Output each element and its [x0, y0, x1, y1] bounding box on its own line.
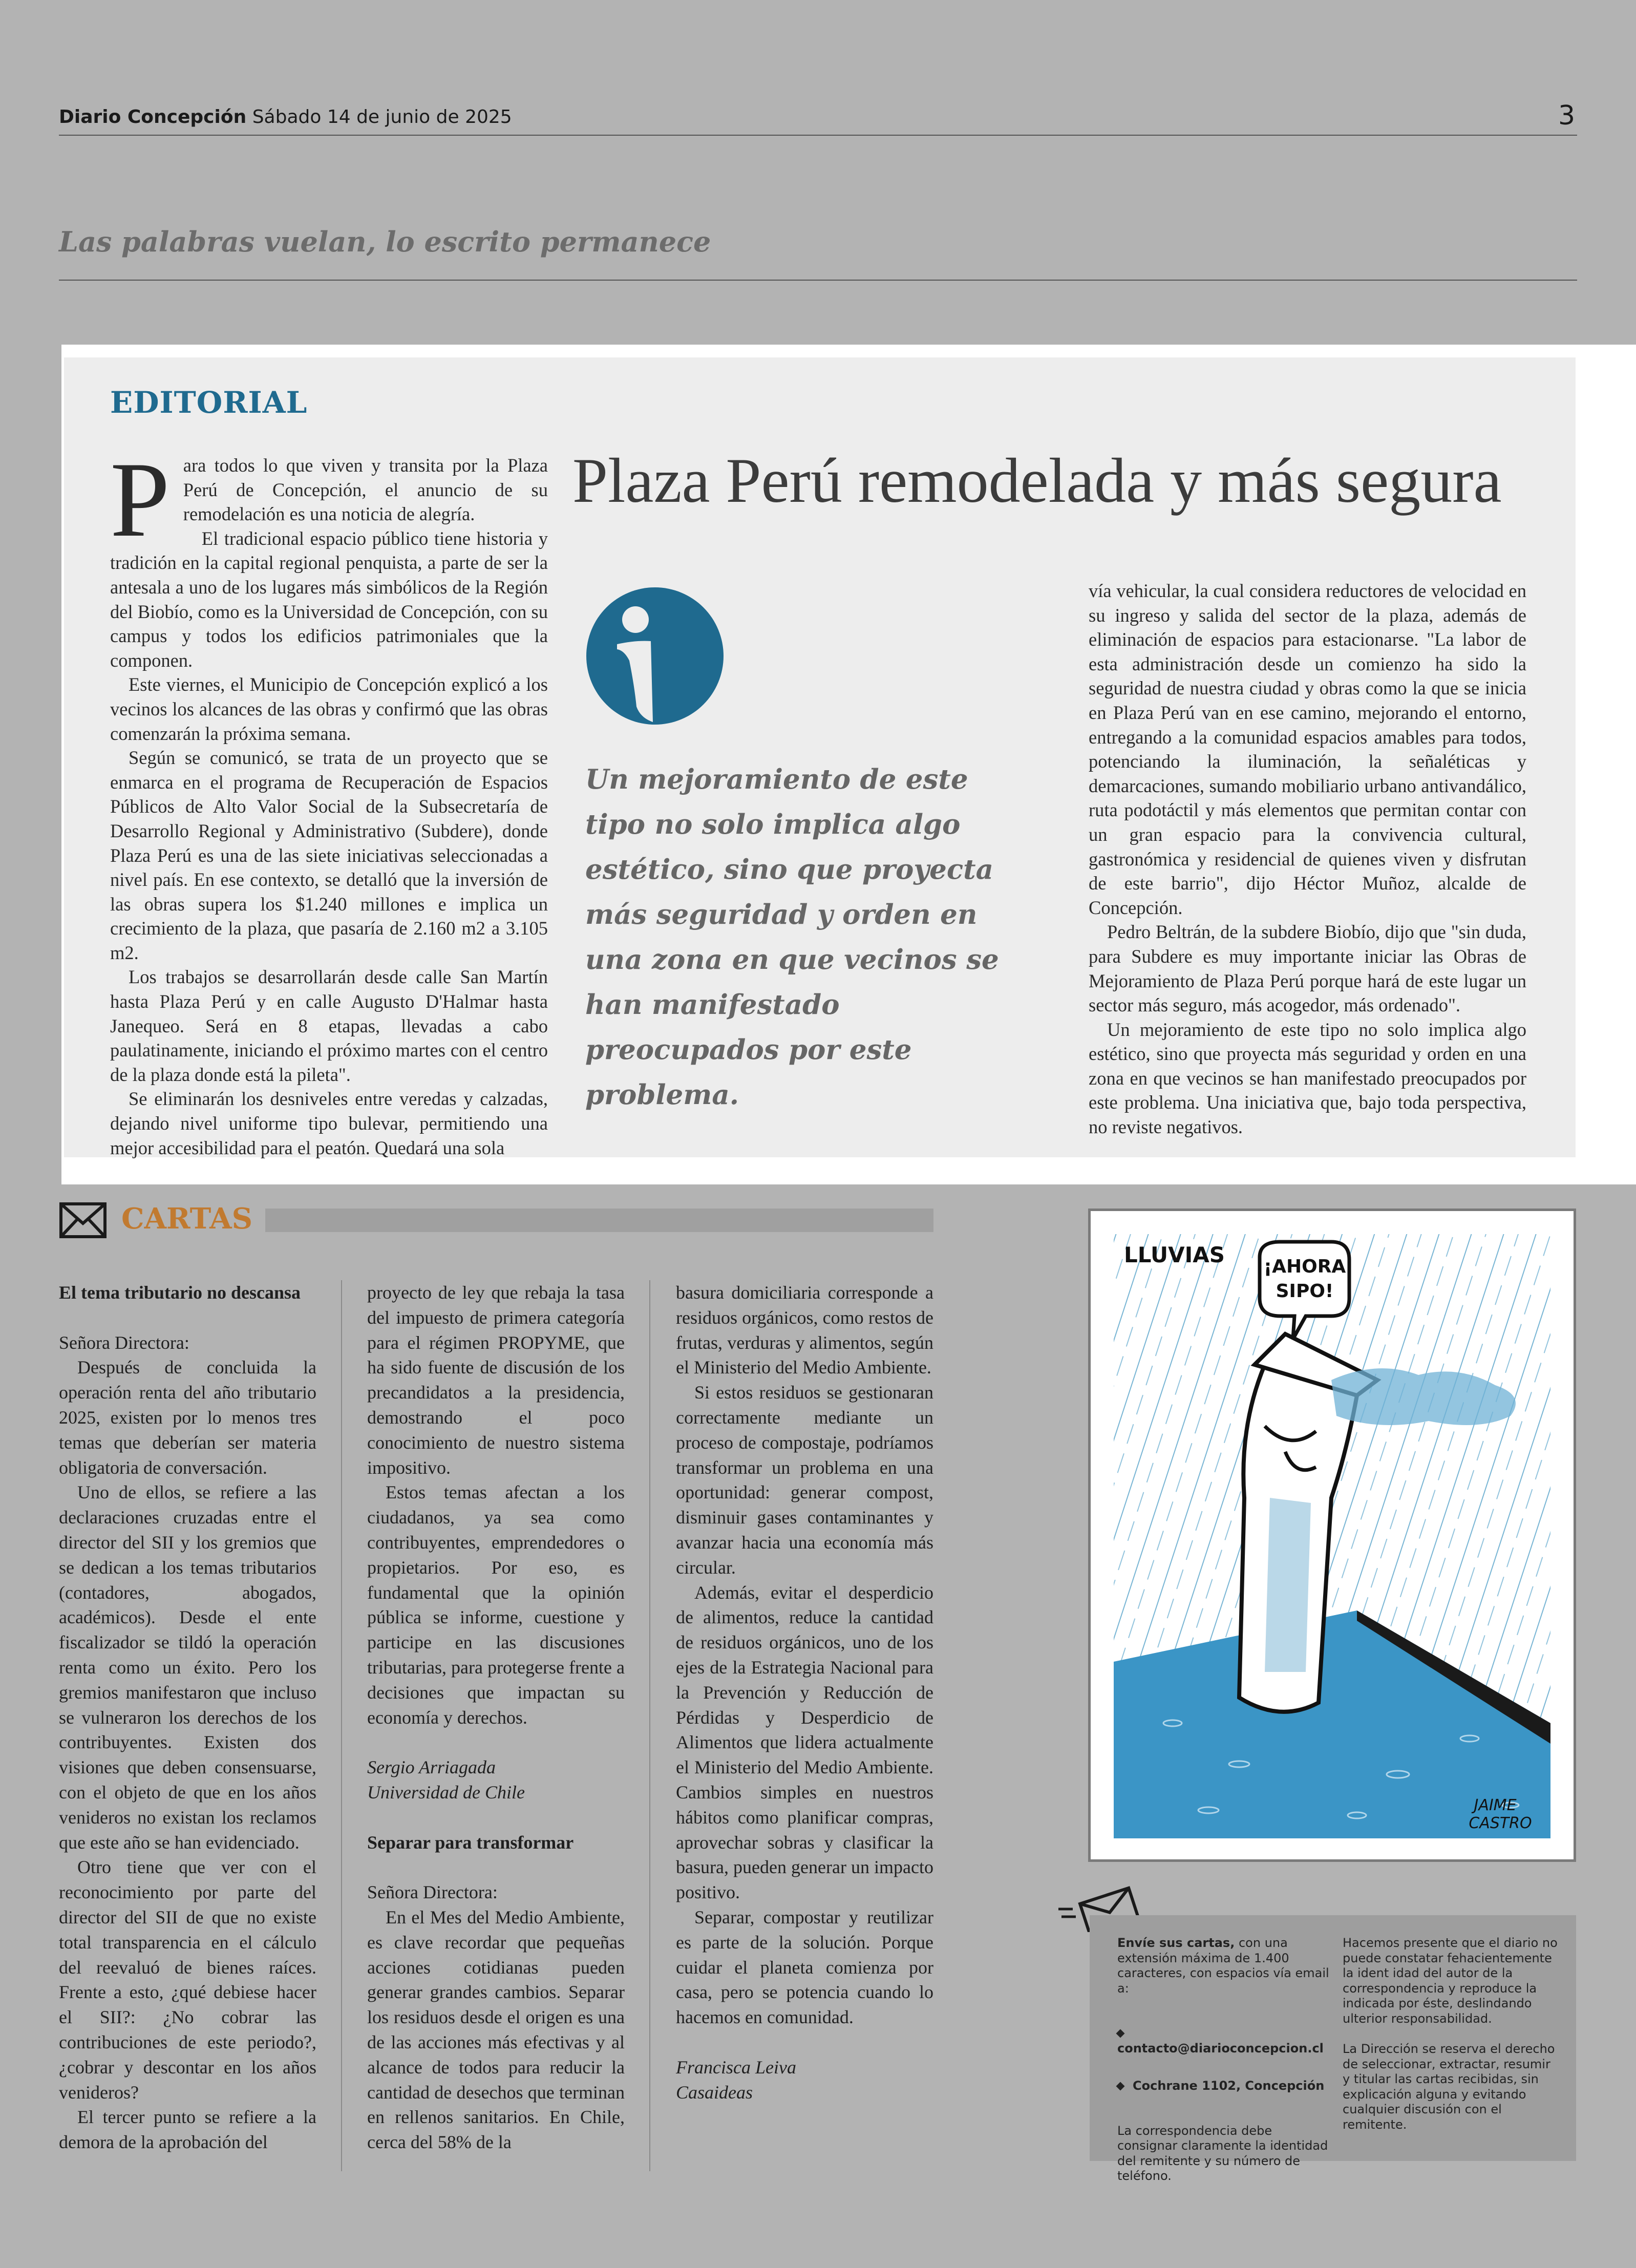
letter-title: El tema tributario no descansa: [59, 1282, 301, 1303]
contact-disclaimer-1: Hacemos presente que el diario no puede constatar fehacientemente la ident idad del autor de la correspondencia y reproduce la indicada por éste, deslindando ulterior responsabilidad.: [1343, 1936, 1558, 2026]
contact-footnote: La correspondencia debe consignar claramente la identidad del remitente y su número de teléfono.: [1117, 2123, 1328, 2183]
contact-intro: [1117, 1936, 1332, 1996]
signature-org: Universidad de Chile: [367, 1782, 525, 1803]
page-number: 3: [1558, 100, 1576, 131]
editorial-paragraph: vía vehicular, la cual considera reductores de velocidad en su ingreso y salida del sector de la plaza, además de eliminación de espacios para estacionarse. "La labor de esta administración desde un comienzo ha sido la seguridad de nuestra ciudad y obras como la que se inicia en Plaza Perú van en ese camino, mejorando el entorno, entregando a la comunidad espacios amables para todos, potenciando la iluminación, la señaléticas y demarcaciones, sumando mobiliario urbano antivandálico, ruta podotáctil y más elementos que permitan contar con un gran espacio para la convivencia cultural, gastronómica y residencial de quienes viven y disfrutan de este barrio", dijo Héctor Muñoz, alcalde de Concepción.: [1089, 580, 1526, 918]
editorial-paragraph: Pedro Beltrán, de la subdere Biobío, dijo que "sin duda, para Subdere es muy importante iniciar las Obras de Mejoramiento de Plaza Perú porque hará de este lugar un sector más seguro, más acogedor, más ordenado".: [1089, 921, 1526, 1016]
signature-org: Casaideas: [676, 2082, 753, 2103]
diamond-bullet-icon: [1116, 2029, 1125, 2038]
letters-column-2: [367, 1280, 625, 2155]
letters-column-1: [59, 1280, 316, 2155]
cartoon-signature-1: JAIME: [1474, 1796, 1517, 1814]
signature-name: Francisca Leiva: [676, 2057, 796, 2078]
motto-rule: [59, 280, 1577, 281]
letter-paragraph: Separar, compostar y reutilizar es parte de la solución. Porque cuidar el planeta comienza por casa, pero se potencia cuando lo hacemos en comunidad.: [676, 1906, 933, 2028]
editorial-paragraph: Este viernes, el Municipio de Concepción explicó a los vecinos los alcances de las obras y confirmó que las obras comenzarán la próxima semana.: [110, 674, 548, 744]
letter-paragraph: Después de concluida la operación renta del año tributario 2025, existen por lo menos tres temas que deberían ser materia obligatoria de conversación.: [59, 1357, 316, 1478]
letter-title: Separar para transformar: [367, 1832, 574, 1853]
contact-left: [1117, 1936, 1332, 2184]
editorial-title: Plaza Perú remodelada y más segura: [572, 446, 1502, 516]
motto: Las palabras vuelan, lo escrito permanece: [59, 225, 711, 258]
contact-email[interactable]: contacto@diarioconcepcion.cl: [1117, 2041, 1324, 2055]
cartoon-caption: LLUVIAS: [1124, 1242, 1225, 1267]
letter-paragraph: proyecto de ley que rebaja la tasa del impuesto de primera categoría para el régimen PROPYME, que ha sido fuente de discusión de los precandidatos a la presidencia, demostrando el poco conocimiento de nuestro sistema impositivo.: [367, 1282, 625, 1478]
editorial-paragraph: Se eliminarán los desniveles entre veredas y calzadas, dejando nivel uniforme tipo bulevar, permitiendo una mejor accesibilidad para el peatón. Quedará una sola: [110, 1088, 548, 1158]
editorial-column-1: [110, 440, 548, 1160]
contact-email-item: [1117, 2026, 1332, 2056]
pull-quote: Un mejoramiento de este tipo no solo implica algo estético, sino que proyecta más seguridad y orden en una zona en que vecinos se han manifestado preocupados por este problema.: [585, 764, 999, 1111]
letter-salutation: Señora Directora:: [367, 1882, 498, 1903]
editorial-column-3: [1089, 579, 1526, 1139]
editorial-label: EDITORIAL: [110, 385, 308, 420]
cartas-label: CARTAS: [121, 1202, 253, 1236]
cartas-bar: [265, 1209, 933, 1232]
letter-paragraph: Uno de ellos, se refiere a las declaraciones cruzadas entre el director del SII y los gremios que se dedican a los temas tributarios (contadores, abogados, académicos). Desde el ente fiscalizador se tildó la operación renta como un éxito. Pero los gremios manifestaron que incluso se vulneraron los derechos de los contribuyentes. Existen dos visiones que deben consensuarse, con el objeto de que en los años venideros no existan los reclamos que este año se han evidenciado.: [59, 1482, 316, 1853]
letters-column-3: [676, 1280, 933, 2105]
masthead: [59, 107, 512, 128]
header-rule: [59, 135, 1577, 136]
column-divider: [649, 1280, 650, 2171]
letter-paragraph: Estos temas afectan a los ciudadanos, ya sea como contribuyentes, emprendedores o propietarios. Por eso, es fundamental que la opinión pública se informe, cuestione y participe en las discusiones tributarias, para protegerse frente a decisiones que impactan su economía y derechos.: [367, 1482, 625, 1728]
editorial-paragraph: El tradicional espacio público tiene historia y tradición en la capital regional penquista, a parte de ser la antesala a uno de los lugares más simbólicos de la Región del Biobío, como es la Universidad de Concepción, con su campus y todos los edificios patrimoniales que la componen.: [110, 527, 548, 671]
issue-date: Sábado 14 de junio de 2025: [252, 107, 512, 128]
envelope-icon: [59, 1202, 107, 1239]
cartoon-signature-2: CASTRO: [1469, 1814, 1532, 1832]
editorial-paragraph: ara todos lo que viven y transita por la Plaza Perú de Concepción, el anuncio de su remodelación es una noticia de alegría.: [183, 455, 548, 525]
contact-intro-rest: con una extensión máxima de 1.400 caracteres, con espacios vía email a:: [1117, 1936, 1329, 1996]
cartoon-speech-line2: SIPO!: [1276, 1281, 1334, 1302]
contact-disclaimer-2: La Dirección se reserva el derecho de seleccionar, extractar, resumir y titular las cartas recibidas, sin explicación alguna y evitando cualquier discusión con el remitente.: [1343, 2042, 1555, 2132]
letter-paragraph: Otro tiene que ver con el reconocimiento por parte del director del SII de que no existe total transparencia en el cálculo del reevaluó de bienes raíces. Frente a esto, ¿qué debiese hacer el SII?: ¿No cobrar las contribuciones de este periodo?, ¿cobrar y descontar en los años venideros?: [59, 1857, 316, 2103]
editorial-paragraph: Los trabajos se desarrollarán desde calle San Martín hasta Plaza Perú y en calle Augusto D'Halmar hasta Janequeo. Será en 8 etapas, llevadas a cabo paulatinamente, iniciando el próximo martes con el centro de la plaza donde está la pileta".: [110, 966, 548, 1085]
letter-paragraph: El tercer punto se refiere a la demora de la aprobación del: [59, 2107, 316, 2153]
contact-address: Cochrane 1102, Concepción: [1133, 2079, 1325, 2093]
drop-cap: P: [110, 440, 170, 559]
signature-name: Sergio Arriagada: [367, 1757, 496, 1778]
editorial-paragraph: Un mejoramiento de este tipo no solo implica algo estético, sino que proyecta más seguridad y orden en una zona en que vecinos se han manifestado preocupados por este problema. Una iniciativa que, bajo toda perspectiva, no reviste negativos.: [1089, 1019, 1526, 1138]
contact-intro-bold: Envíe sus cartas,: [1117, 1936, 1235, 1950]
letter-paragraph: basura domiciliaria corresponde a residuos orgánicos, como restos de frutas, verduras y alimentos, según el Ministerio del Medio Ambiente.: [676, 1282, 933, 1378]
letter-paragraph: En el Mes del Medio Ambiente, es clave recordar que pequeñas acciones cotidianas pueden generar grandes cambios. Separar los residuos desde el origen es una de las acciones más efectivas y al alcance de todos para reducir la cantidad de desechos que terminan en rellenos sanitarios. En Chile, cerca del 58% de la: [367, 1906, 625, 2153]
letter-paragraph: Si estos residuos se gestionaran correctamente mediante un proceso de compostaje, podríamos transformar un problema en una oportunidad: generar compost, disminuir gases contaminantes y avanzar hacia una economía más circular.: [676, 1382, 933, 1578]
editorial-paragraph: Según se comunicó, se trata de un proyecto que se enmarca en el programa de Recuperación de Espacios Públicos de Alto Valor Social de la Subsecretaría de Desarrollo Regional y Administrativo (Subdere), donde Plaza Perú es una de las siete iniciativas seleccionadas a nivel país. En ese contexto, se detalló que la inversión de las obras supera los $1.240 millones e implica un crecimiento de la plaza, que pasaría de 2.160 m2 a 3.105 m2.: [110, 747, 548, 963]
diamond-bullet-icon: [1116, 2082, 1125, 2091]
paper-name: Diario Concepción: [59, 107, 247, 128]
contact-address-item: [1117, 2079, 1332, 2094]
letter-paragraph: Además, evitar el desperdicio de alimentos, reduce la cantidad de residuos orgánicos, uno de los ejes de la Estrategia Nacional para la Prevención y Reducción de Pérdidas y Desperdicio de Alimentos que lidera actualmente el Ministerio del Medio Ambiente. Cambios simples en nuestros hábitos como planificar compras, aprovechar sobras y clasificar la basura, pueden generar un impacto positivo.: [676, 1582, 933, 1903]
cartoon: [1088, 1209, 1576, 1862]
cartoon-speech-line1: ¡AHORA: [1263, 1256, 1346, 1277]
contact-right: [1343, 1936, 1558, 2132]
letter-salutation: Señora Directora:: [59, 1332, 189, 1353]
info-icon: [585, 584, 725, 728]
column-divider: [341, 1280, 342, 2171]
